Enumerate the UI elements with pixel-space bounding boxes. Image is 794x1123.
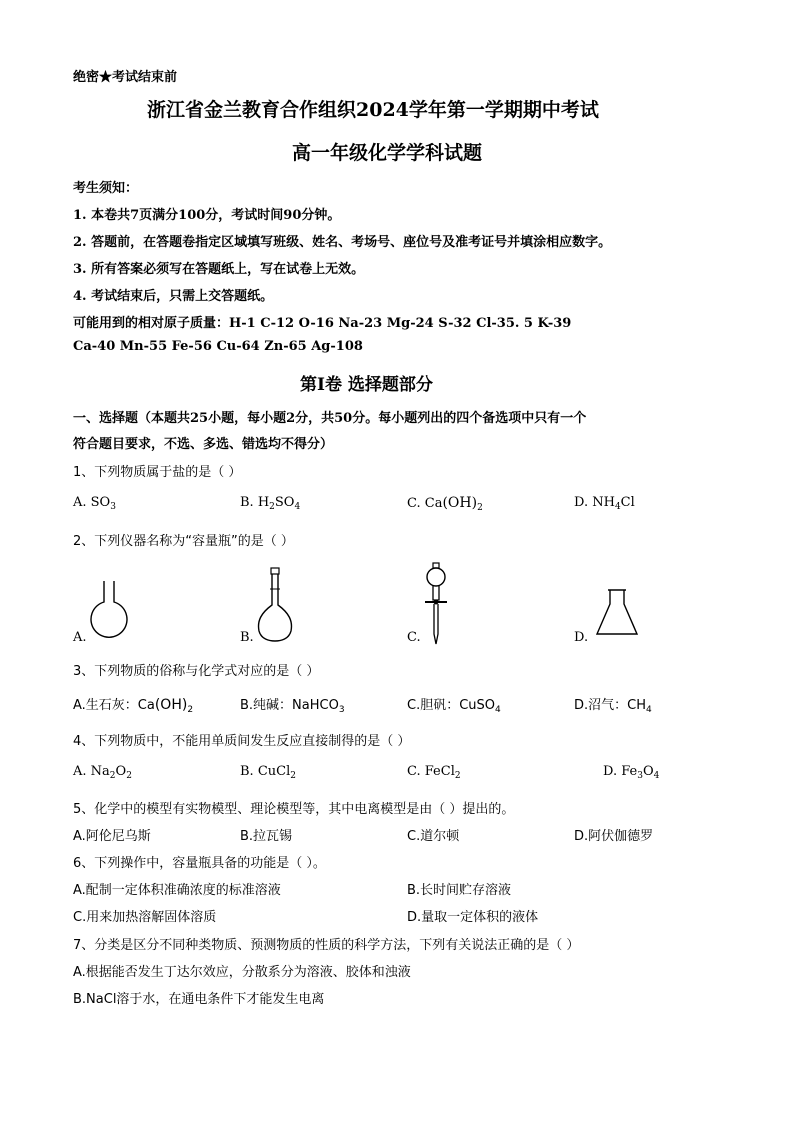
q1-option-b: B. $H_2SO_4$ [240, 495, 301, 512]
notice-heading: 考生须知： [73, 181, 139, 196]
notice-item: 1. 本卷共7页满分100分，考试时间90分钟。 [73, 208, 341, 223]
q7-option-b: B.NaCl溶于水，在通电条件下才能发生电离 [73, 992, 325, 1007]
separatory-funnel-icon [421, 562, 451, 646]
secret-label: 绝密★考试结束前 [73, 70, 178, 85]
q6-option-d: D.量取一定体积的液体 [407, 910, 539, 925]
q3-stem: 3、下列物质的俗称与化学式对应的是（ ） [73, 664, 320, 679]
q3-option-a: A.生石灰：$Ca(OH)_2$ [73, 697, 194, 715]
section-intro-cont: 符合题目要求，不选、多选、错选均不得分） [73, 437, 334, 452]
q4-option-a: A. $Na_2O_2$ [73, 764, 132, 781]
q4-option-c: C. FeCl$_2$ [407, 764, 461, 781]
atomic-mass-line-1: 可能用到的相对原子质量：H-1 C-12 O-16 Na-23 Mg-24 S-32 Cl-35. 5 K-39 [73, 316, 572, 331]
q1-option-d: D. $NH_4Cl$ [574, 495, 635, 512]
q4-stem: 4、下列物质中，不能用单质间发生反应直接制得的是（ ） [73, 734, 411, 749]
notice-item: 4. 考试结束后，只需上交答题纸。 [73, 289, 274, 304]
q6-option-a: A.配制一定体积准确浓度的标准溶液 [73, 883, 281, 898]
notice-item: 3. 所有答案必须写在答题纸上，写在试卷上无效。 [73, 262, 365, 277]
q5-option-b: B.拉瓦锡 [240, 829, 293, 844]
q4-option-d: D. $Fe_3O_4$ [603, 764, 660, 781]
atomic-mass-line-2: Ca-40 Mn-55 Fe-56 Cu-64 Zn-65 Ag-108 [73, 339, 363, 354]
q6-option-c: C.用来加热溶解固体溶质 [73, 910, 217, 925]
q5-option-a: A.阿伦尼乌斯 [73, 829, 151, 844]
q5-stem: 5、化学中的模型有实物模型、理论模型等，其中电离模型是由（ ）提出的。 [73, 802, 515, 817]
q1-stem: 1、下列物质属于盐的是（ ） [73, 465, 242, 480]
q5-option-c: C.道尔顿 [407, 829, 460, 844]
q1-option-a: A. $SO_3$ [73, 495, 116, 512]
erlenmeyer-flask-icon [595, 588, 639, 638]
q7-stem: 7、分类是区分不同种类物质、预测物质的性质的科学方法，下列有关说法正确的是（ ） [73, 938, 580, 953]
section-title: 第Ⅰ卷 选择题部分 [300, 375, 433, 395]
q2-option-a: A. [73, 630, 87, 645]
exam-subtitle: 高一年级化学学科试题 [292, 142, 483, 164]
volumetric-flask-icon [255, 567, 295, 643]
q4-option-b: B. CuCl$_2$ [240, 764, 296, 781]
q6-stem: 6、下列操作中，容量瓶具备的功能是（ ）。 [73, 856, 326, 871]
notice-item: 2. 答题前，在答题卷指定区域填写班级、姓名、考场号、座位号及准考证号并填涂相应数字。 [73, 235, 612, 250]
q2-option-d: D. [574, 630, 589, 645]
q3-option-c: C.胆矾：CuSO$_4$ [407, 698, 501, 715]
section-intro: 一、选择题（本题共25小题，每小题2分，共50分。每小题列出的四个备选项中只有一个 [73, 411, 587, 426]
q5-option-d: D.阿伏伽德罗 [574, 829, 654, 844]
exam-title: 浙江省金兰教育合作组织2024学年第一学期期中考试 [147, 99, 599, 121]
q3-option-d: D.沼气：$CH_4$ [574, 698, 652, 715]
q6-option-b: B.长时间贮存溶液 [407, 883, 512, 898]
round-bottom-flask-icon [88, 580, 130, 642]
q2-option-b: B. [240, 630, 254, 645]
q2-stem: 2、下列仪器名称为“容量瓶”的是（ ） [73, 534, 294, 549]
q2-option-c: C. [407, 630, 421, 645]
q3-option-b: B.纯碱：NaHCO$_3$ [240, 698, 345, 715]
q7-option-a: A.根据能否发生丁达尔效应，分散系分为溶液、胶体和浊液 [73, 965, 411, 980]
q1-option-c: C. $Ca(OH)_2$ [407, 495, 483, 513]
